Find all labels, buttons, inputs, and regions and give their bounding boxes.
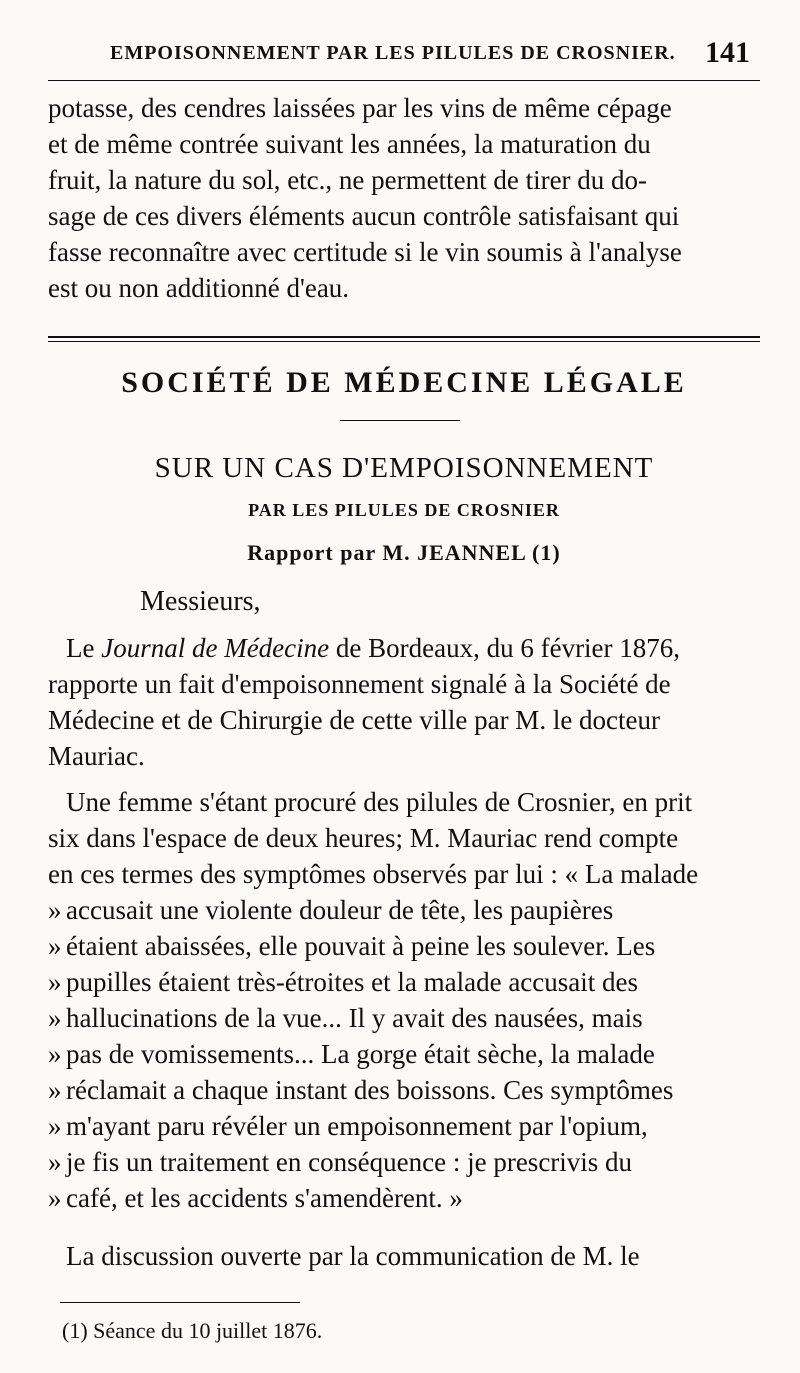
text-line: Une femme s'étant procuré des pilules de Crosnier, en prit (66, 787, 693, 817)
report-byline: Rapport par M. JEANNEL (1) (247, 540, 561, 565)
text-line: Mauriac. (48, 741, 145, 771)
quote-text: étaient abaissées, elle pouvait à peine les soulever. Les (66, 931, 656, 961)
quote-mark: » (48, 1111, 62, 1141)
quote-text: réclamait a chaque instant des boissons. Ces symptômes (66, 1075, 674, 1105)
quote-text: accusait une violente douleur de tête, les paupières (66, 895, 614, 925)
text-line: fasse reconnaître avec certitude si le vin soumis à l'analyse (48, 237, 682, 267)
footnote-rule (60, 1302, 300, 1303)
text-line: Médecine et de Chirurgie de cette ville par M. le docteur (48, 705, 661, 735)
quote-line (48, 1000, 760, 1036)
text-line: sage de ces divers éléments aucun contrôle satisfaisant qui (48, 201, 680, 231)
quote-mark: » (48, 967, 62, 997)
header-rule (48, 80, 760, 81)
quote-mark: » (48, 1075, 62, 1105)
quote-line (48, 1072, 760, 1108)
quote-text: café, et les accidents s'amendèrent. » (66, 1183, 463, 1213)
quote-text: hallucinations de la vue... Il y avait des nausées, mais (66, 1003, 643, 1033)
quote-text: je fis un traitement en conséquence : je prescrivis du (66, 1147, 633, 1177)
quote-mark: » (48, 931, 62, 961)
footnote: (1) Séance du 10 juillet 1876. (62, 1318, 323, 1343)
text-run: Le (66, 633, 102, 663)
running-title: EMPOISONNEMENT PAR LES PILULES DE CROSNIER. (110, 42, 676, 64)
quote-text: pupilles étaient très-étroites et la malade accusait des (66, 967, 639, 997)
quote-mark: » (48, 1183, 62, 1213)
page-number: 141 (705, 36, 750, 69)
text-line: six dans l'espace de deux heures; M. Mauriac rend compte (48, 823, 679, 853)
text-run: de Bordeaux, du 6 février 1876, (329, 633, 681, 663)
paragraph-1 (48, 630, 760, 774)
quote-line (48, 1180, 760, 1216)
quote-line (48, 964, 760, 1000)
quote-mark: » (48, 1039, 62, 1069)
text-line: et de même contrée suivant les années, la maturation du (48, 129, 651, 159)
case-subtitle: PAR LES PILULES DE CROSNIER (248, 500, 560, 520)
quote-mark: » (48, 1147, 62, 1177)
text-line (48, 630, 760, 666)
text-line: La discussion ouverte par la communication de M. le (66, 1241, 640, 1271)
quote-mark: » (48, 895, 62, 925)
quote-line (48, 1108, 760, 1144)
page-header (60, 36, 750, 72)
text-line: potasse, des cendres laissées par les vins de même cépage (48, 93, 672, 123)
text-line: fruit, la nature du sol, etc., ne permettent de tirer du do- (48, 165, 648, 195)
journal-title: Journal de Médecine (101, 633, 330, 663)
section-rule-top (48, 336, 760, 338)
salutation: Messieurs, (140, 586, 261, 617)
quote-line (48, 928, 760, 964)
quote-text: m'ayant paru révéler un empoisonnement par l'opium, (66, 1111, 648, 1141)
title-divider (340, 420, 460, 421)
text-line: est ou non additionné d'eau. (48, 273, 350, 303)
case-title: SUR UN CAS D'EMPOISONNEMENT (154, 452, 654, 484)
quote-line (48, 1144, 760, 1180)
quote-line (48, 892, 760, 928)
paragraph-3 (48, 1238, 760, 1274)
quote-text: pas de vomissements... La gorge était sèche, la malade (66, 1039, 655, 1069)
quote-mark: » (48, 1003, 62, 1033)
quote-line (48, 1036, 760, 1072)
intro-paragraph (48, 90, 760, 306)
text-line: rapporte un fait d'empoisonnement signalé à la Société de (48, 669, 671, 699)
text-line: en ces termes des symptômes observés par lui : « La malade (48, 859, 699, 889)
society-title: SOCIÉTÉ DE MÉDECINE LÉGALE (121, 366, 687, 399)
section-rule-bottom (48, 341, 760, 342)
paragraph-2 (48, 784, 760, 1216)
